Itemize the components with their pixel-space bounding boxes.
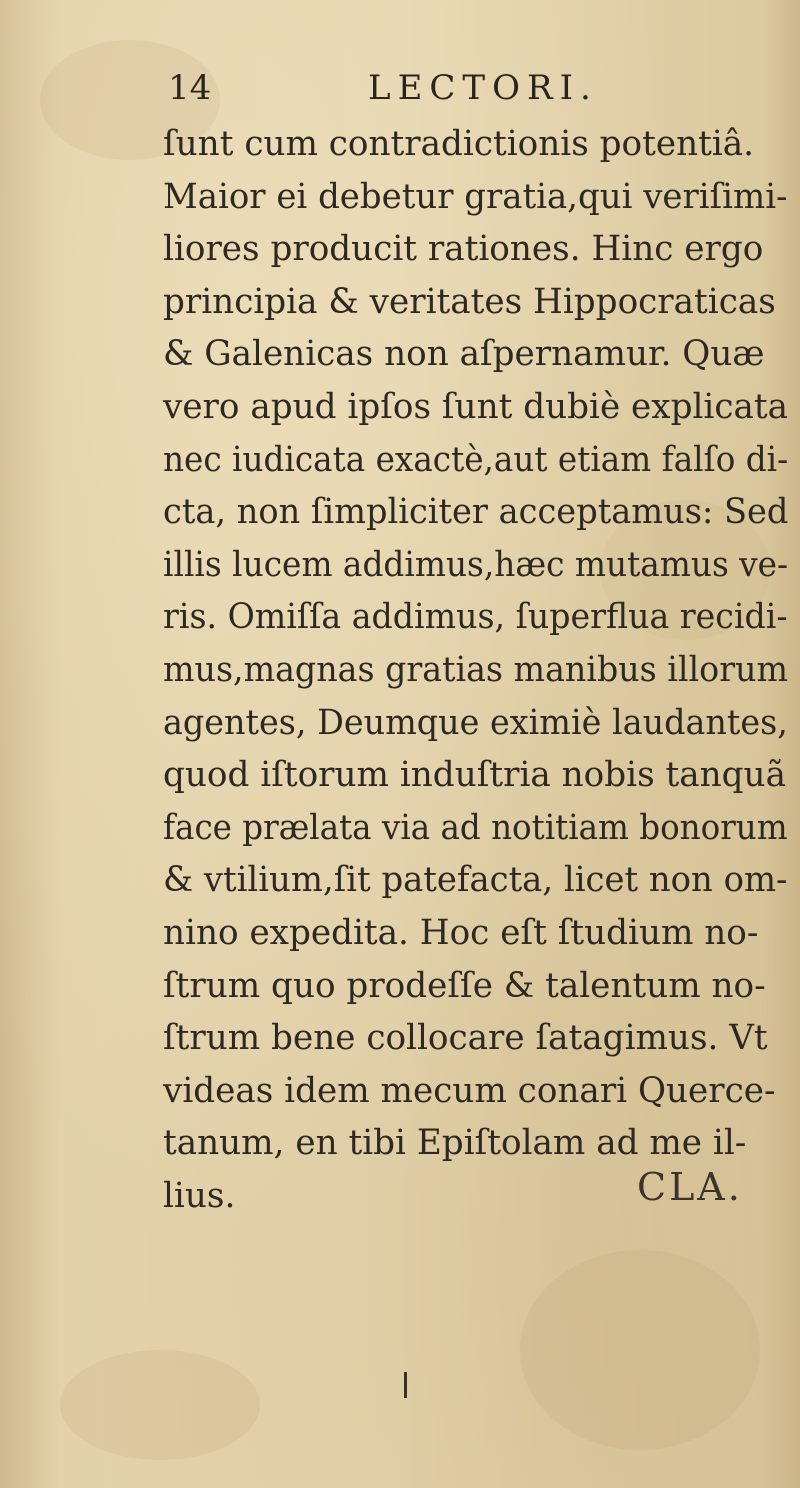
paper-stain [520,1250,760,1450]
ink-fleck [404,1372,407,1398]
text-line: videas idem mecum conari Querce- [163,1070,776,1111]
text-line: & vtilium,ſit patefacta, licet non om- [163,860,788,901]
body-text [163,118,800,1222]
text-line: ſtrum bene collocare ſatagimus. Vt [163,1018,768,1059]
paper-stain [60,1350,260,1460]
page-number: 14 [168,68,212,108]
text-line: mus,magnas gratias manibus illorum [163,649,789,690]
text-line: quod iſtorum induſtria nobis tanquã [163,755,786,796]
text-line: face prælata via ad notitiam bonorum [163,807,788,848]
text-line: cta, non ſimpliciter acceptamus: Sed [163,492,789,533]
text-line: Maior ei debetur gratia,qui veriſimi- [163,176,788,217]
text-line: vero apud ipſos ſunt dubiè explicata [163,386,789,427]
text-line: nino expedita. Hoc eſt ſtudium no- [163,912,759,953]
text-line: ſunt cum contradictionis potentiâ. [163,124,755,164]
running-head: LECTORI. [368,68,598,108]
page-header [168,68,768,118]
text-line: lius. [163,1175,236,1216]
text-line: ris. Omiſſa addimus, ſuperflua recidi- [163,597,788,638]
text-line: tanum, en tibi Epiſtolam ad me il- [163,1123,747,1164]
catchword: CLA. [637,1165,743,1209]
text-line: liores producit rationes. Hinc ergo [163,229,764,270]
text-line: & Galenicas non aſpernamur. Quæ [163,334,765,375]
text-line: illis lucem addimus,hæc mutamus ve- [163,544,789,585]
text-line: principia & veritates Hippocraticas [163,281,776,322]
text-line: ſtrum quo prodeſſe & talentum no- [163,965,766,1006]
text-line: agentes, Deumque eximiè laudantes, [163,702,788,743]
text-line: nec iudicata exactè,aut etiam falſo di- [163,439,789,480]
